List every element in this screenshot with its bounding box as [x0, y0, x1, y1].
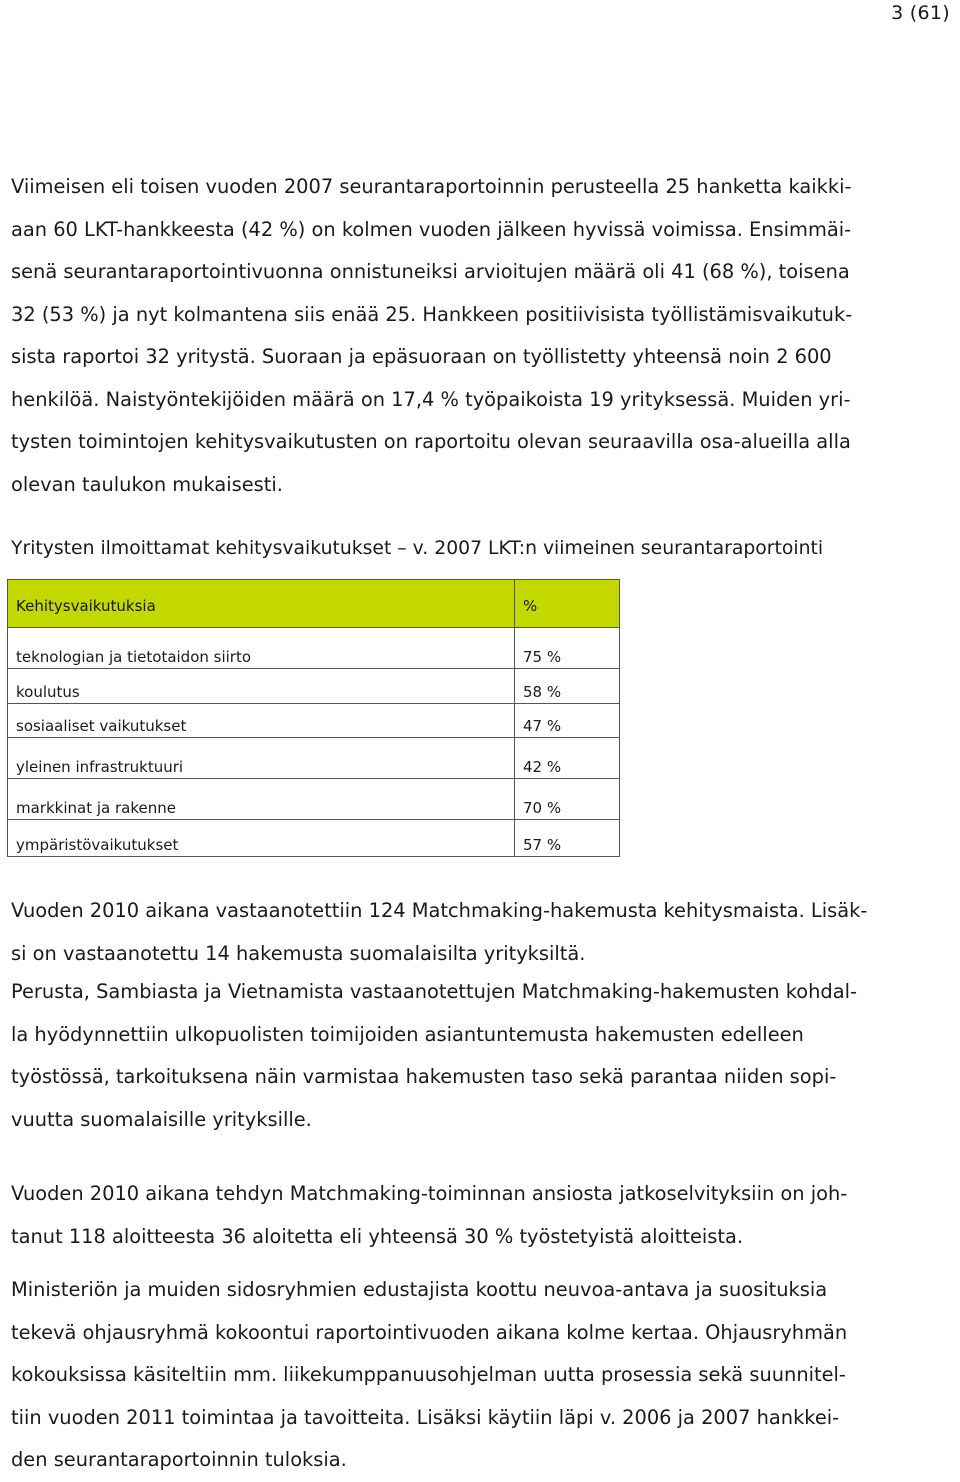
header-cell-percent: %	[515, 580, 620, 628]
text-line: senä seurantaraportointivuonna onnistuneiksi arvioitujen määrä oli 41 (68 %), toisena	[11, 260, 850, 283]
percent-cell: 70 %	[515, 779, 620, 820]
paragraph-steering-group	[11, 1269, 953, 1482]
development-effects-table	[7, 579, 620, 857]
text-line: sista raportoi 32 yritystä. Suoraan ja epäsuoraan on työllistetty yhteensä noin 2 600	[11, 345, 832, 368]
effect-cell: ympäristövaikutukset	[8, 820, 515, 857]
table-row	[8, 704, 620, 738]
text-line: Vuoden 2010 aikana vastaanotettiin 124 Matchmaking-hakemusta kehitysmaista. Lisäk-	[11, 899, 868, 922]
effect-cell: koulutus	[8, 669, 515, 704]
text-line: 32 (53 %) ja nyt kolmantena siis enää 25. Hankkeen positiivisista työllistämisvaikutuk-	[11, 302, 853, 326]
text-line: kokouksissa käsiteltiin mm. liikekumppanuusohjelman uutta prosessia sekä suunnitel-	[11, 1363, 846, 1386]
table-header-row	[8, 580, 620, 628]
text-line: Viimeisen eli toisen vuoden 2007 seurantaraportoinnin perusteella 25 hanketta kaikki-	[11, 175, 852, 198]
paragraph-follow-up-results	[11, 166, 953, 506]
text-line: tekevä ohjausryhmä kokoontui raportointivuoden aikana kolme kertaa. Ohjausryhmän	[11, 1320, 848, 1344]
text-line: la hyödynnettiin ulkopuolisten toimijoiden asiantuntemusta hakemusten edelleen	[11, 1022, 804, 1046]
paragraph-feasibility-studies	[11, 1173, 953, 1258]
paragraph-matchmaking-applications	[11, 890, 953, 975]
table-row	[8, 628, 620, 669]
percent-cell: 57 %	[515, 820, 620, 857]
table-row	[8, 820, 620, 857]
text-line: vuutta suomalaisille yrityksille.	[11, 1107, 312, 1131]
paragraph-external-expertise	[11, 971, 953, 1141]
header-cell-effect: Kehitysvaikutuksia	[8, 580, 515, 628]
effect-cell: sosiaaliset vaikutukset	[8, 704, 515, 738]
text-line: työstössä, tarkoituksena näin varmistaa hakemusten taso sekä parantaa niiden sopi-	[11, 1065, 837, 1088]
percent-cell: 42 %	[515, 738, 620, 779]
percent-cell: 47 %	[515, 704, 620, 738]
page-number: 3 (61)	[891, 2, 950, 24]
text-line: Ministeriön ja muiden sidosryhmien edustajista koottu neuvoa-antava ja suosituksia	[11, 1278, 828, 1301]
text-line: henkilöä. Naistyöntekijöiden määrä on 17,4 % työpaikoista 19 yrityksessä. Muiden yri-	[11, 387, 851, 411]
table-caption: Yritysten ilmoittamat kehitysvaikutukset – v. 2007 LKT:n viimeinen seurantaraportointi	[11, 538, 824, 559]
table-row	[8, 738, 620, 779]
text-line: den seurantaraportoinnin tuloksia.	[11, 1448, 347, 1471]
table-row	[8, 779, 620, 820]
effect-cell: yleinen infrastruktuuri	[8, 738, 515, 779]
text-line: Vuoden 2010 aikana tehdyn Matchmaking-toiminnan ansiosta jatkoselvityksiin on joh-	[11, 1182, 848, 1205]
text-line: si on vastaanotettu 14 hakemusta suomalaisilta yrityksiltä.	[11, 941, 586, 965]
percent-cell: 58 %	[515, 669, 620, 704]
text-line: olevan taulukon mukaisesti.	[11, 472, 283, 496]
text-line: tanut 118 aloitteesta 36 aloitetta eli yhteensä 30 % työstetyistä aloitteista.	[11, 1224, 744, 1248]
text-line: aan 60 LKT-hankkeesta (42 %) on kolmen vuoden jälkeen hyvissä voimissa. Ensimmäi-	[11, 217, 852, 241]
effect-cell: teknologian ja tietotaidon siirto	[8, 628, 515, 669]
effect-cell: markkinat ja rakenne	[8, 779, 515, 820]
text-line: Perusta, Sambiasta ja Vietnamista vastaanotettujen Matchmaking-hakemusten kohdal-	[11, 980, 858, 1003]
text-line: tiin vuoden 2011 toimintaa ja tavoitteita. Lisäksi käytiin läpi v. 2006 ja 2007 hankkei-	[11, 1405, 840, 1429]
table-row	[8, 669, 620, 704]
percent-cell: 75 %	[515, 628, 620, 669]
text-line: tysten toimintojen kehitysvaikutusten on raportoitu olevan seuraavilla osa-alueilla alla	[11, 430, 851, 453]
